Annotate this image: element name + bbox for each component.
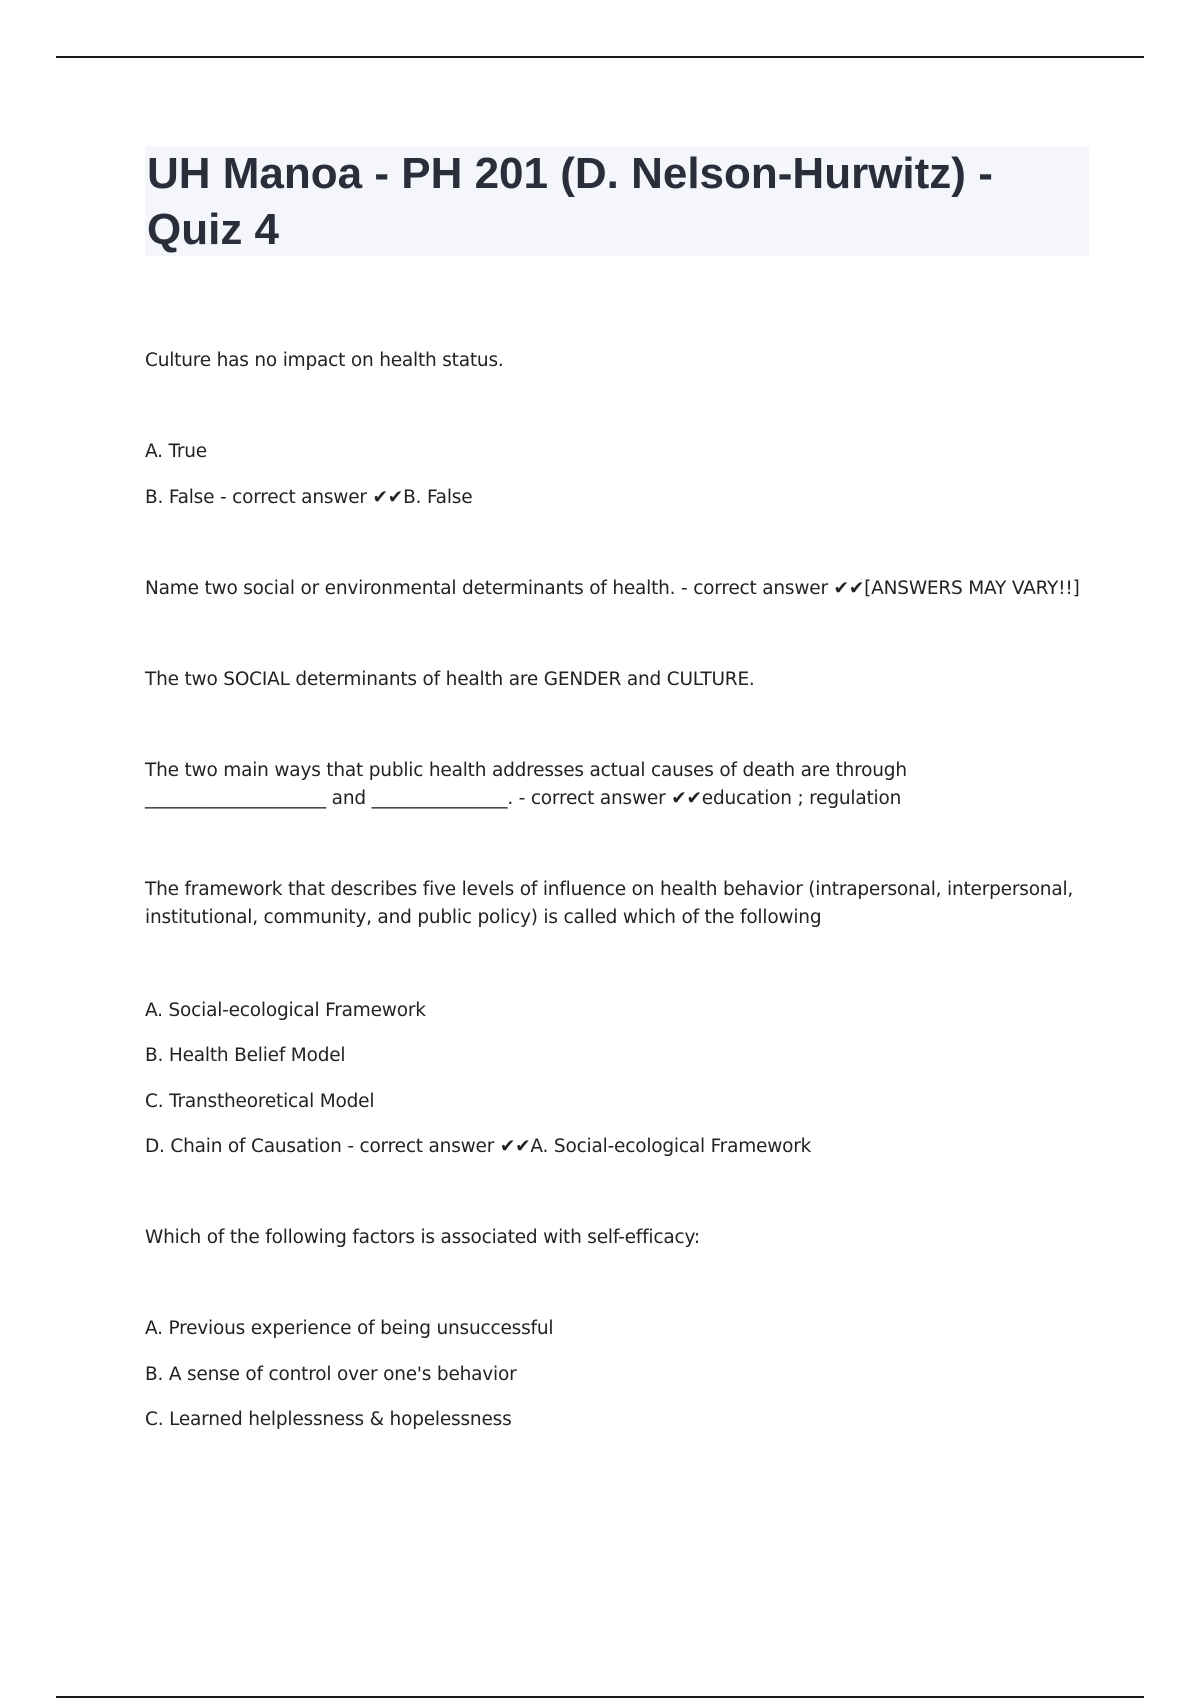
question-1-text: Culture has no impact on health status.: [145, 350, 504, 371]
question-5-option-a: A. Previous experience of being unsuccessful: [145, 1318, 554, 1339]
question-1-option-b-answer: B. False - correct answer ✔✔B. False: [145, 487, 473, 508]
question-3-text: The two main ways that public health addresses actual causes of death are through: [145, 760, 907, 781]
question-5-option-b: B. A sense of control over one's behavior: [145, 1364, 517, 1385]
page-title: UH Manoa - PH 201 (D. Nelson-Hurwitz) - Quiz 4: [147, 149, 993, 254]
question-5-text: Which of the following factors is associated with self-efficacy:: [145, 1227, 700, 1248]
title-block: [145, 146, 1089, 256]
question-4-option-a: A. Social-ecological Framework: [145, 1000, 426, 1021]
question-4-option-c: C. Transtheoretical Model: [145, 1091, 375, 1112]
question-2-text: Name two social or environmental determinants of health. - correct answer ✔✔[ANSWERS MAY VARY!!]: [145, 578, 1080, 599]
question-4-option-b: B. Health Belief Model: [145, 1045, 346, 1066]
question-1-option-a: A. True: [145, 441, 207, 462]
bottom-rule: [56, 1696, 1144, 1698]
question-4-option-d-answer: D. Chain of Causation - correct answer ✔✔A. Social-ecological Framework: [145, 1136, 812, 1157]
statement-social-determinants: The two SOCIAL determinants of health are GENDER and CULTURE.: [145, 669, 755, 690]
question-3-blanks-answer: ____________________ and _______________. - correct answer ✔✔education ; regulation: [145, 788, 902, 809]
question-5-option-c: C. Learned helplessness & hopelessness: [145, 1409, 512, 1430]
question-4-text: The framework that describes five levels of influence on health behavior (intrapersonal, interpersonal, institutional, community, and public policy) is called which of the following: [145, 879, 1074, 928]
top-rule: [56, 56, 1144, 58]
